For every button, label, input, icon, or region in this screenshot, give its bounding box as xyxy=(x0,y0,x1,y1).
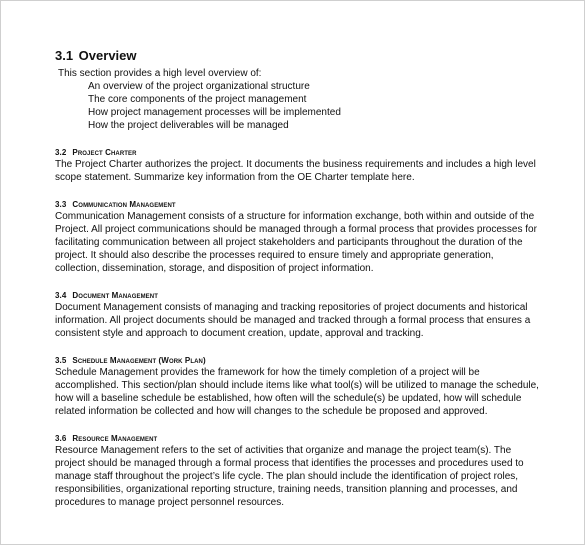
section-heading xyxy=(55,290,565,301)
section-document-management xyxy=(55,290,565,340)
section-schedule-management xyxy=(55,355,565,418)
section-project-charter xyxy=(55,147,565,184)
paragraph-line: scope statement. Summarize key information from the OE Charter template here. xyxy=(55,172,415,183)
section-heading xyxy=(55,355,565,366)
overview-list-item: The core components of the project management xyxy=(88,94,307,105)
section-number: 3.2 xyxy=(55,148,67,157)
overview-heading: 3.1 Overview xyxy=(55,48,137,63)
paragraph-line: The Project Charter authorizes the project. It documents the business requirements and includes a high level xyxy=(55,159,536,170)
paragraph-line: manage staff throughout the project’s life cycle. The plan should include the identification of project roles, xyxy=(55,471,519,482)
section-number: 3.3 xyxy=(55,200,67,209)
paragraph-line: procedures to manage project personnel resources. xyxy=(55,497,285,508)
overview-list-item: How project management processes will be implemented xyxy=(88,107,341,118)
paragraph-line: collection, dissemination, storage, and disposition of project information. xyxy=(55,263,374,274)
section-title: Resource Management xyxy=(72,434,158,443)
paragraph-line: accomplished. This section/plan should include items like what tool(s) will be utilized to manage the schedule, xyxy=(55,380,539,391)
section-heading xyxy=(55,147,565,158)
section-paragraph xyxy=(55,301,565,340)
section-communication-management xyxy=(55,199,565,275)
section-resource-management xyxy=(55,433,565,509)
paragraph-line: Resource Management refers to the set of activities that organize and manage the project team(s). The xyxy=(55,445,512,456)
section-paragraph xyxy=(55,366,565,418)
section-title: Communication Management xyxy=(72,200,176,209)
section-title: Schedule Management (Work Plan) xyxy=(72,356,206,365)
paragraph-line: project. It should also describe the processes required to ensure timely and appropriate generation, xyxy=(55,250,494,261)
paragraph-line: Schedule Management provides the framework for how the timely completion of a project will be xyxy=(55,367,480,378)
section-paragraph xyxy=(55,444,565,509)
overview-intro: This section provides a high level overview of: xyxy=(58,68,262,79)
paragraph-line: facilitating communication between all project stakeholders and participants throughout the duration of the xyxy=(55,237,523,248)
overview-list-item: How the project deliverables will be managed xyxy=(88,120,289,131)
overview-list xyxy=(55,80,565,132)
paragraph-line: consistent style and approach to document creation, update, approval and tracking. xyxy=(55,328,424,339)
section-heading xyxy=(55,199,565,210)
section-title: Project Charter xyxy=(72,148,137,157)
section-number: 3.6 xyxy=(55,434,67,443)
section-paragraph xyxy=(55,210,565,275)
paragraph-line: Communication Management consists of a structure for information exchange, both within and outside of the xyxy=(55,211,535,222)
document-body xyxy=(55,48,565,509)
paragraph-line: related information be collected and how will changes to the schedule be proposed and approved. xyxy=(55,406,488,417)
section-number: 3.4 xyxy=(55,291,67,300)
section-paragraph xyxy=(55,158,565,184)
paragraph-line: Project. All project communications should be managed through a formal process that provides processes for xyxy=(55,224,537,235)
overview-list-item: An overview of the project organizational structure xyxy=(88,81,310,92)
section-title: Document Management xyxy=(72,291,158,300)
paragraph-line: project should be managed through a formal process that identifies the processes and procedures used to xyxy=(55,458,524,469)
section-heading xyxy=(55,433,565,444)
paragraph-line: Document Management consists of managing and tracking repositories of project documents and historical xyxy=(55,302,528,313)
paragraph-line: information. All project documents should be managed and tracked through a formal process that ensures a xyxy=(55,315,531,326)
paragraph-line: how will a baseline schedule be established, how often will the schedule(s) be updated, how will schedule xyxy=(55,393,522,404)
section-number: 3.5 xyxy=(55,356,67,365)
paragraph-line: responsibilities, organizational reporting structure, training needs, transition planning and processes, and xyxy=(55,484,518,495)
